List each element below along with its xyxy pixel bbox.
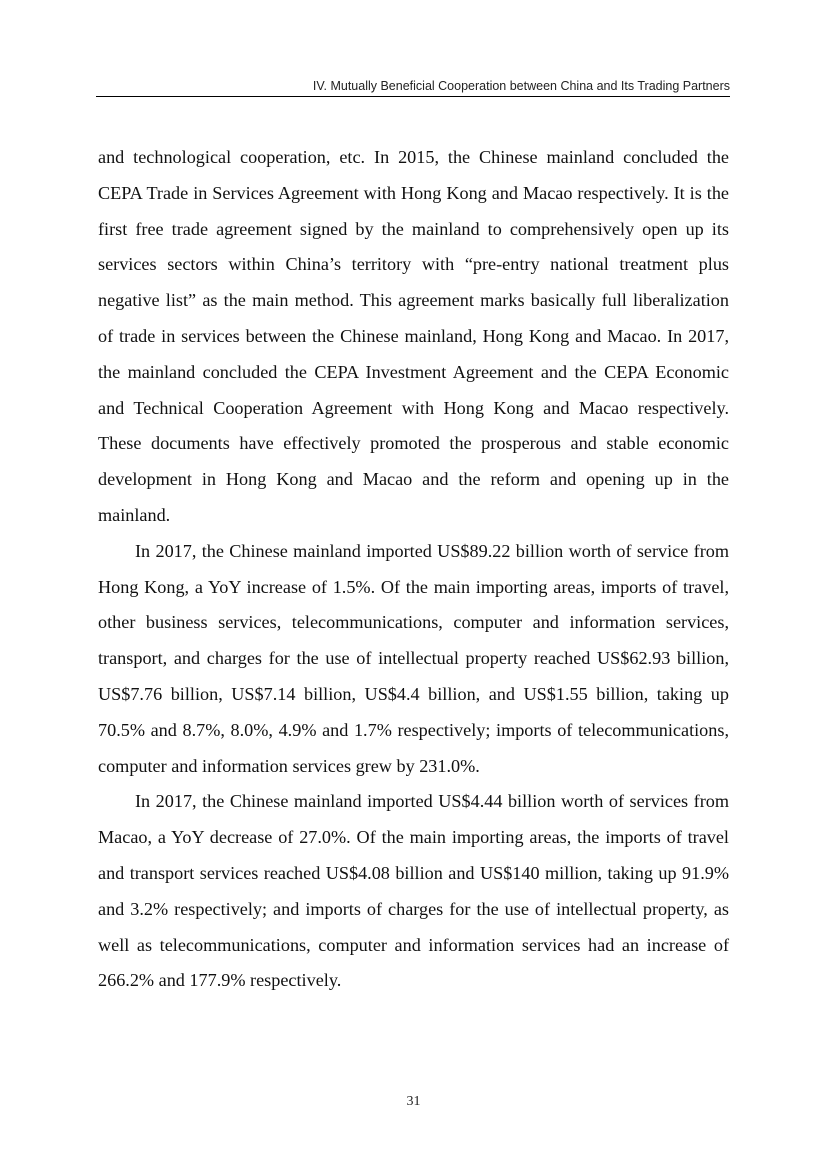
paragraph-macao-imports: In 2017, the Chinese mainland imported US$4.44 billion worth of services from Macao, a YoY decrease of 27.0%. Of the main importing areas, the imports of travel and transport services reached US$4.08 billion and US$140 million, taking up 91.9% and 3.2% respectively; and imports of charges for the use of intellectual property, as well as telecommunications, computer and information services had an increase of 266.2% and 177.9% respectively.	[98, 791, 729, 991]
page-number: 31	[406, 1094, 421, 1109]
running-header	[96, 78, 730, 97]
paragraph-hong-kong-imports: In 2017, the Chinese mainland imported US$89.22 billion worth of service from Hong Kong, a YoY increase of 1.5%. Of the main importing areas, imports of travel, other business services, telecommunications, computer and information services, transport, and charges for the use of intellectual property reached US$62.93 billion, US$7.76 billion, US$7.14 billion, US$4.4 billion, and US$1.55 billion, taking up 70.5% and 8.7%, 8.0%, 4.9% and 1.7% respectively; imports of telecommunications, computer and information services grew by 231.0%.	[98, 540, 729, 776]
paragraph-continued: and technological cooperation, etc. In 2015, the Chinese mainland concluded the CEPA Trade in Services Agreement with Hong Kong and Macao respectively. It is the first free trade agreement signed by the mainland to comprehensively open up its services sectors within China’s territory with “pre-entry national treatment plus negative list” as the main method. This agreement marks basically full liberalization of trade in services between the Chinese mainland, Hong Kong and Macao. In 2017, the mainland concluded the CEPA Investment Agreement and the CEPA Economic and Technical Cooperation Agreement with Hong Kong and Macao respectively. These documents have effectively promoted the prosperous and stable economic development in Hong Kong and Macao and the reform and opening up in the mainland.	[98, 147, 729, 525]
document-body	[98, 140, 729, 999]
running-title: IV. Mutually Beneficial Cooperation between China and Its Trading Partners	[312, 79, 730, 93]
